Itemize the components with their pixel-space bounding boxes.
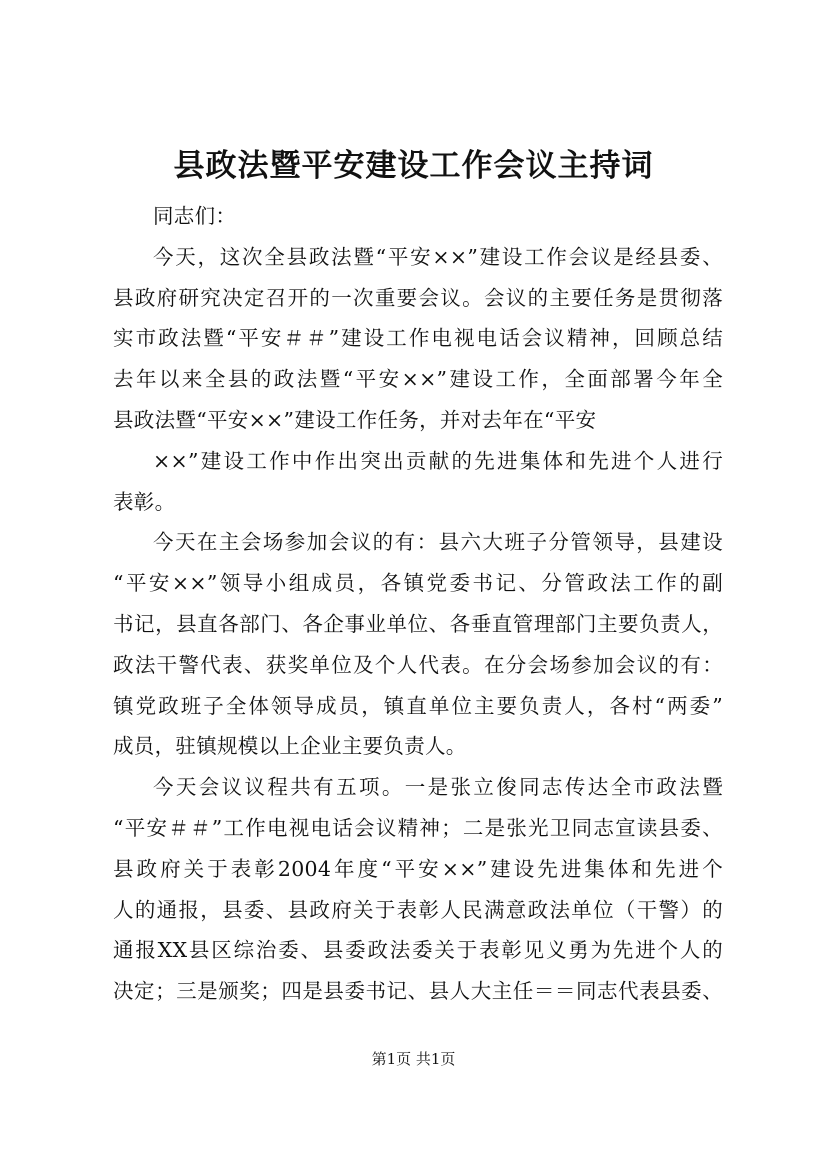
paragraph-line: 县政法暨“平安××”建设工作任务，并对去年在“平安 xyxy=(113,407,597,432)
paragraph-line: “平安＃＃”工作电视电话会议精神；二是张光卫同志宣读县委、 xyxy=(113,815,723,840)
paragraph-line: 人的通报，县委、县政府关于表彰人民满意政法单位（干警）的 xyxy=(113,897,723,922)
paragraph-line: 镇党政班子全体领导成员，镇直单位主要负责人，各村“两委” xyxy=(113,693,723,718)
salutation-line: 同志们： xyxy=(153,204,237,228)
document-title: 县政法暨平安建设工作会议主持词 xyxy=(173,148,654,184)
paragraph-line: 决定；三是颁奖；四是县委书记、县人大主任＝＝同志代表县委、 xyxy=(113,979,723,1004)
page-footer: 第1页 共1页 xyxy=(371,1050,456,1068)
paragraph-line: 县政府研究决定召开的一次重要会议。会议的主要任务是贯彻落 xyxy=(113,285,723,310)
paragraph-line: 去年以来全县的政法暨“平安××”建设工作，全面部署今年全 xyxy=(113,367,723,392)
paragraph-line: 成员，驻镇规模以上企业主要负责人。 xyxy=(113,734,467,759)
paragraph-line: 政法干警代表、获奖单位及个人代表。在分会场参加会议的有： xyxy=(113,652,723,677)
paragraph-line: 今天，这次全县政法暨“平安××”建设工作会议是经县委、 xyxy=(153,244,723,269)
paragraph-line: ××”建设工作中作出突出贡献的先进集体和先进个人进行 xyxy=(153,448,723,473)
paragraph-line: 县政府关于表彰2004年度“平安××”建设先进集体和先进个 xyxy=(113,856,723,881)
paragraph-line: 表彰。 xyxy=(113,489,176,514)
paragraph-line: 实市政法暨“平安＃＃”建设工作电视电话会议精神，回顾总结 xyxy=(113,326,723,351)
paragraph-line: “平安××”领导小组成员，各镇党委书记、分管政法工作的副 xyxy=(113,571,723,596)
paragraph-line: 今天在主会场参加会议的有：县六大班子分管领导，县建设 xyxy=(153,530,723,555)
paragraph-line: 通报XX县区综治委、县委政法委关于表彰见义勇为先进个人的 xyxy=(113,938,723,963)
paragraph-line: 书记，县直各部门、各企事业单位、各垂直管理部门主要负责人， xyxy=(113,611,723,636)
document-body xyxy=(113,196,723,1012)
paragraph-line: 今天会议议程共有五项。一是张立俊同志传达全市政法暨 xyxy=(153,775,723,800)
